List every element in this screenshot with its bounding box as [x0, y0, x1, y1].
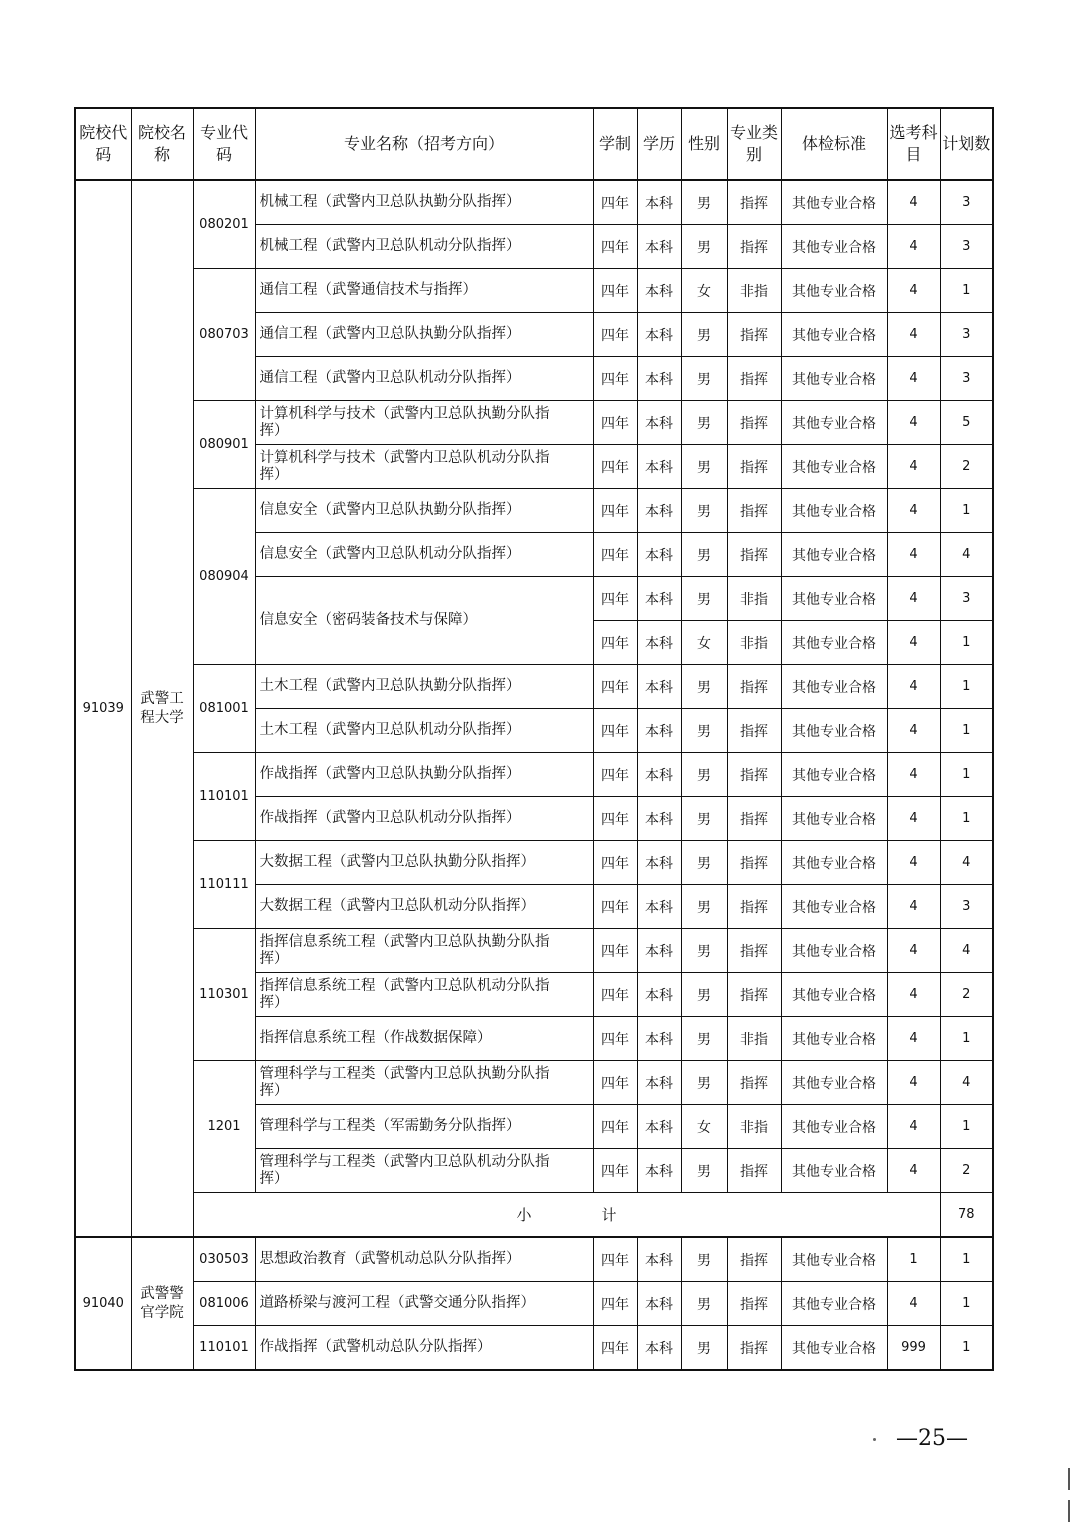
type-cell: 指挥 — [727, 1326, 781, 1371]
level-cell: 本科 — [637, 313, 681, 357]
duration-cell: 四年 — [593, 533, 637, 577]
plan-cell: 3 — [940, 225, 993, 269]
type-cell: 非指 — [727, 269, 781, 313]
subjects-cell: 4 — [887, 1105, 940, 1149]
health-cell: 其他专业合格 — [781, 1061, 887, 1105]
health-cell: 其他专业合格 — [781, 885, 887, 929]
gender-cell: 女 — [681, 269, 727, 313]
gender-cell: 男 — [681, 797, 727, 841]
type-cell: 指挥 — [727, 445, 781, 489]
health-cell: 其他专业合格 — [781, 973, 887, 1017]
duration-cell: 四年 — [593, 1326, 637, 1371]
type-cell: 非指 — [727, 621, 781, 665]
major-code-cell: 081006 — [193, 1282, 255, 1326]
scan-edge-mark — [1068, 1500, 1070, 1522]
major-name-cell: 管理科学与工程类（武警内卫总队执勤分队指挥） — [255, 1061, 593, 1105]
header-level: 学历 — [637, 108, 681, 180]
type-cell: 指挥 — [727, 401, 781, 445]
major-name-cell: 信息安全（武警内卫总队执勤分队指挥） — [255, 489, 593, 533]
major-code-cell: 110101 — [193, 753, 255, 841]
type-cell: 指挥 — [727, 533, 781, 577]
health-cell: 其他专业合格 — [781, 1282, 887, 1326]
table-row — [75, 1282, 993, 1326]
plan-cell: 2 — [940, 1149, 993, 1193]
table-row — [75, 489, 993, 533]
plan-cell: 1 — [940, 797, 993, 841]
plan-cell: 4 — [940, 533, 993, 577]
subjects-cell: 4 — [887, 841, 940, 885]
major-code-cell: 080901 — [193, 401, 255, 489]
duration-cell: 四年 — [593, 180, 637, 225]
level-cell: 本科 — [637, 1061, 681, 1105]
major-name-cell: 机械工程（武警内卫总队执勤分队指挥） — [255, 180, 593, 225]
major-name-cell: 管理科学与工程类（军需勤务分队指挥） — [255, 1105, 593, 1149]
health-cell: 其他专业合格 — [781, 269, 887, 313]
table-row — [75, 1061, 993, 1105]
health-cell: 其他专业合格 — [781, 753, 887, 797]
subjects-cell: 4 — [887, 1149, 940, 1193]
level-cell: 本科 — [637, 709, 681, 753]
subtotal-label: 小计 — [193, 1193, 940, 1238]
plan-cell: 2 — [940, 973, 993, 1017]
gender-cell: 男 — [681, 1061, 727, 1105]
major-name-cell: 指挥信息系统工程（武警内卫总队执勤分队指挥） — [255, 929, 593, 973]
health-cell: 其他专业合格 — [781, 1105, 887, 1149]
header-plan: 计划数 — [940, 108, 993, 180]
major-name-cell: 通信工程（武警内卫总队机动分队指挥） — [255, 357, 593, 401]
level-cell: 本科 — [637, 1105, 681, 1149]
level-cell: 本科 — [637, 797, 681, 841]
gender-cell: 男 — [681, 1282, 727, 1326]
duration-cell: 四年 — [593, 973, 637, 1017]
plan-cell: 4 — [940, 929, 993, 973]
health-cell: 其他专业合格 — [781, 1237, 887, 1282]
subjects-cell: 4 — [887, 1061, 940, 1105]
plan-cell: 3 — [940, 313, 993, 357]
major-name-cell: 土木工程（武警内卫总队执勤分队指挥） — [255, 665, 593, 709]
type-cell: 指挥 — [727, 709, 781, 753]
health-cell: 其他专业合格 — [781, 665, 887, 709]
header-row — [75, 108, 993, 180]
table-row — [75, 929, 993, 973]
table-header — [75, 108, 993, 180]
level-cell: 本科 — [637, 885, 681, 929]
plan-cell: 3 — [940, 357, 993, 401]
health-cell: 其他专业合格 — [781, 180, 887, 225]
duration-cell: 四年 — [593, 709, 637, 753]
table-body — [75, 180, 993, 1370]
gender-cell: 男 — [681, 1017, 727, 1061]
subjects-cell: 4 — [887, 665, 940, 709]
gender-cell: 男 — [681, 225, 727, 269]
major-name-cell: 管理科学与工程类（武警内卫总队机动分队指挥） — [255, 1149, 593, 1193]
plan-cell: 1 — [940, 1282, 993, 1326]
duration-cell: 四年 — [593, 1149, 637, 1193]
major-code-cell: 030503 — [193, 1237, 255, 1282]
school-name-cell: 武警工程大学 — [131, 180, 193, 1237]
header-school-name: 院校名称 — [131, 108, 193, 180]
health-cell: 其他专业合格 — [781, 357, 887, 401]
type-cell: 指挥 — [727, 1237, 781, 1282]
type-cell: 非指 — [727, 1017, 781, 1061]
health-cell: 其他专业合格 — [781, 577, 887, 621]
duration-cell: 四年 — [593, 269, 637, 313]
subjects-cell: 4 — [887, 225, 940, 269]
subtotal-row — [75, 1193, 993, 1238]
gender-cell: 男 — [681, 180, 727, 225]
header-major-name: 专业名称（招考方向） — [255, 108, 593, 180]
gender-cell: 男 — [681, 709, 727, 753]
major-code-cell: 080703 — [193, 269, 255, 401]
level-cell: 本科 — [637, 445, 681, 489]
admission-plan-table-wrapper — [74, 107, 992, 1371]
header-type: 专业类别 — [727, 108, 781, 180]
table-row — [75, 401, 993, 445]
major-code-cell: 110111 — [193, 841, 255, 929]
major-code-cell: 080201 — [193, 180, 255, 269]
gender-cell: 男 — [681, 577, 727, 621]
level-cell: 本科 — [637, 1017, 681, 1061]
major-name-cell: 大数据工程（武警内卫总队机动分队指挥） — [255, 885, 593, 929]
type-cell: 指挥 — [727, 225, 781, 269]
major-name-cell: 通信工程（武警通信技术与指挥） — [255, 269, 593, 313]
plan-cell: 3 — [940, 180, 993, 225]
major-name-cell: 指挥信息系统工程（作战数据保障） — [255, 1017, 593, 1061]
major-name-cell: 信息安全（密码装备技术与保障） — [255, 577, 593, 665]
level-cell: 本科 — [637, 533, 681, 577]
header-gender: 性别 — [681, 108, 727, 180]
table-row — [75, 180, 993, 225]
header-school-code: 院校代码 — [75, 108, 131, 180]
major-name-cell: 通信工程（武警内卫总队执勤分队指挥） — [255, 313, 593, 357]
duration-cell: 四年 — [593, 621, 637, 665]
type-cell: 非指 — [727, 577, 781, 621]
plan-cell: 4 — [940, 1061, 993, 1105]
level-cell: 本科 — [637, 225, 681, 269]
duration-cell: 四年 — [593, 929, 637, 973]
school-code-cell: 91040 — [75, 1237, 131, 1370]
duration-cell: 四年 — [593, 1105, 637, 1149]
major-code-cell: 1201 — [193, 1061, 255, 1193]
major-name-cell: 计算机科学与技术（武警内卫总队机动分队指挥） — [255, 445, 593, 489]
health-cell: 其他专业合格 — [781, 797, 887, 841]
type-cell: 指挥 — [727, 489, 781, 533]
level-cell: 本科 — [637, 269, 681, 313]
plan-cell: 4 — [940, 841, 993, 885]
table-row — [75, 753, 993, 797]
level-cell: 本科 — [637, 973, 681, 1017]
gender-cell: 男 — [681, 885, 727, 929]
admission-plan-table — [74, 107, 994, 1371]
duration-cell: 四年 — [593, 1282, 637, 1326]
duration-cell: 四年 — [593, 885, 637, 929]
duration-cell: 四年 — [593, 357, 637, 401]
duration-cell: 四年 — [593, 1061, 637, 1105]
major-name-cell: 作战指挥（武警内卫总队执勤分队指挥） — [255, 753, 593, 797]
health-cell: 其他专业合格 — [781, 841, 887, 885]
duration-cell: 四年 — [593, 225, 637, 269]
school-name-cell: 武警警官学院 — [131, 1237, 193, 1370]
duration-cell: 四年 — [593, 313, 637, 357]
subjects-cell: 999 — [887, 1326, 940, 1371]
health-cell: 其他专业合格 — [781, 313, 887, 357]
major-code-cell: 081001 — [193, 665, 255, 753]
type-cell: 指挥 — [727, 797, 781, 841]
type-cell: 指挥 — [727, 1149, 781, 1193]
plan-cell: 1 — [940, 753, 993, 797]
plan-cell: 1 — [940, 489, 993, 533]
health-cell: 其他专业合格 — [781, 621, 887, 665]
health-cell: 其他专业合格 — [781, 533, 887, 577]
subjects-cell: 4 — [887, 313, 940, 357]
type-cell: 指挥 — [727, 885, 781, 929]
plan-cell: 1 — [940, 621, 993, 665]
header-subjects: 选考科目 — [887, 108, 940, 180]
plan-cell: 3 — [940, 577, 993, 621]
level-cell: 本科 — [637, 1149, 681, 1193]
gender-cell: 男 — [681, 357, 727, 401]
major-name-cell: 土木工程（武警内卫总队机动分队指挥） — [255, 709, 593, 753]
type-cell: 指挥 — [727, 1061, 781, 1105]
level-cell: 本科 — [637, 180, 681, 225]
duration-cell: 四年 — [593, 665, 637, 709]
type-cell: 指挥 — [727, 180, 781, 225]
level-cell: 本科 — [637, 665, 681, 709]
header-major-code: 专业代码 — [193, 108, 255, 180]
health-cell: 其他专业合格 — [781, 489, 887, 533]
gender-cell: 男 — [681, 1326, 727, 1371]
gender-cell: 男 — [681, 401, 727, 445]
gender-cell: 男 — [681, 841, 727, 885]
type-cell: 指挥 — [727, 929, 781, 973]
subjects-cell: 4 — [887, 1017, 940, 1061]
plan-cell: 1 — [940, 709, 993, 753]
subjects-cell: 4 — [887, 445, 940, 489]
subjects-cell: 4 — [887, 973, 940, 1017]
duration-cell: 四年 — [593, 1237, 637, 1282]
level-cell: 本科 — [637, 1326, 681, 1371]
major-name-cell: 机械工程（武警内卫总队机动分队指挥） — [255, 225, 593, 269]
table-row — [75, 1237, 993, 1282]
duration-cell: 四年 — [593, 401, 637, 445]
school-code-cell: 91039 — [75, 180, 131, 1237]
gender-cell: 女 — [681, 621, 727, 665]
subjects-cell: 4 — [887, 180, 940, 225]
subjects-cell: 4 — [887, 269, 940, 313]
level-cell: 本科 — [637, 621, 681, 665]
type-cell: 指挥 — [727, 753, 781, 797]
major-code-cell: 080904 — [193, 489, 255, 665]
major-name-cell: 计算机科学与技术（武警内卫总队执勤分队指挥） — [255, 401, 593, 445]
level-cell: 本科 — [637, 357, 681, 401]
health-cell: 其他专业合格 — [781, 1017, 887, 1061]
subjects-cell: 4 — [887, 885, 940, 929]
health-cell: 其他专业合格 — [781, 1326, 887, 1371]
gender-cell: 男 — [681, 753, 727, 797]
gender-cell: 男 — [681, 445, 727, 489]
scan-edge-mark — [1068, 1468, 1070, 1490]
subjects-cell: 4 — [887, 401, 940, 445]
plan-cell: 2 — [940, 445, 993, 489]
subjects-cell: 4 — [887, 533, 940, 577]
header-health: 体检标准 — [781, 108, 887, 180]
duration-cell: 四年 — [593, 489, 637, 533]
duration-cell: 四年 — [593, 1017, 637, 1061]
level-cell: 本科 — [637, 489, 681, 533]
major-code-cell: 110101 — [193, 1326, 255, 1371]
plan-cell: 1 — [940, 1237, 993, 1282]
subjects-cell: 4 — [887, 489, 940, 533]
gender-cell: 女 — [681, 1105, 727, 1149]
table-row — [75, 841, 993, 885]
gender-cell: 男 — [681, 1237, 727, 1282]
major-name-cell: 道路桥梁与渡河工程（武警交通分队指挥） — [255, 1282, 593, 1326]
subjects-cell: 1 — [887, 1237, 940, 1282]
duration-cell: 四年 — [593, 841, 637, 885]
scan-speck — [873, 1438, 876, 1441]
subtotal-value: 78 — [940, 1193, 993, 1238]
gender-cell: 男 — [681, 973, 727, 1017]
level-cell: 本科 — [637, 1237, 681, 1282]
level-cell: 本科 — [637, 841, 681, 885]
plan-cell: 1 — [940, 1326, 993, 1371]
gender-cell: 男 — [681, 929, 727, 973]
subjects-cell: 4 — [887, 797, 940, 841]
health-cell: 其他专业合格 — [781, 225, 887, 269]
level-cell: 本科 — [637, 753, 681, 797]
major-name-cell: 大数据工程（武警内卫总队执勤分队指挥） — [255, 841, 593, 885]
duration-cell: 四年 — [593, 797, 637, 841]
health-cell: 其他专业合格 — [781, 1149, 887, 1193]
table-row — [75, 1326, 993, 1371]
duration-cell: 四年 — [593, 445, 637, 489]
subjects-cell: 4 — [887, 1282, 940, 1326]
gender-cell: 男 — [681, 313, 727, 357]
table-row — [75, 269, 993, 313]
plan-cell: 5 — [940, 401, 993, 445]
type-cell: 指挥 — [727, 665, 781, 709]
type-cell: 指挥 — [727, 973, 781, 1017]
plan-cell: 1 — [940, 665, 993, 709]
level-cell: 本科 — [637, 577, 681, 621]
health-cell: 其他专业合格 — [781, 401, 887, 445]
gender-cell: 男 — [681, 1149, 727, 1193]
type-cell: 指挥 — [727, 313, 781, 357]
subjects-cell: 4 — [887, 929, 940, 973]
major-name-cell: 信息安全（武警内卫总队机动分队指挥） — [255, 533, 593, 577]
health-cell: 其他专业合格 — [781, 709, 887, 753]
type-cell: 指挥 — [727, 357, 781, 401]
major-name-cell: 作战指挥（武警机动总队分队指挥） — [255, 1326, 593, 1371]
table-row — [75, 665, 993, 709]
duration-cell: 四年 — [593, 577, 637, 621]
header-duration: 学制 — [593, 108, 637, 180]
gender-cell: 男 — [681, 533, 727, 577]
major-code-cell: 110301 — [193, 929, 255, 1061]
subjects-cell: 4 — [887, 357, 940, 401]
major-name-cell: 指挥信息系统工程（武警内卫总队机动分队指挥） — [255, 973, 593, 1017]
plan-cell: 1 — [940, 269, 993, 313]
gender-cell: 男 — [681, 489, 727, 533]
subjects-cell: 4 — [887, 577, 940, 621]
plan-cell: 3 — [940, 885, 993, 929]
health-cell: 其他专业合格 — [781, 929, 887, 973]
type-cell: 非指 — [727, 1105, 781, 1149]
health-cell: 其他专业合格 — [781, 445, 887, 489]
plan-cell: 1 — [940, 1017, 993, 1061]
major-name-cell: 作战指挥（武警内卫总队机动分队指挥） — [255, 797, 593, 841]
level-cell: 本科 — [637, 929, 681, 973]
subjects-cell: 4 — [887, 621, 940, 665]
duration-cell: 四年 — [593, 753, 637, 797]
plan-cell: 1 — [940, 1105, 993, 1149]
gender-cell: 男 — [681, 665, 727, 709]
page-number: —25— — [896, 1426, 968, 1451]
type-cell: 指挥 — [727, 1282, 781, 1326]
subjects-cell: 4 — [887, 753, 940, 797]
type-cell: 指挥 — [727, 841, 781, 885]
subjects-cell: 4 — [887, 709, 940, 753]
level-cell: 本科 — [637, 401, 681, 445]
major-name-cell: 思想政治教育（武警机动总队分队指挥） — [255, 1237, 593, 1282]
level-cell: 本科 — [637, 1282, 681, 1326]
